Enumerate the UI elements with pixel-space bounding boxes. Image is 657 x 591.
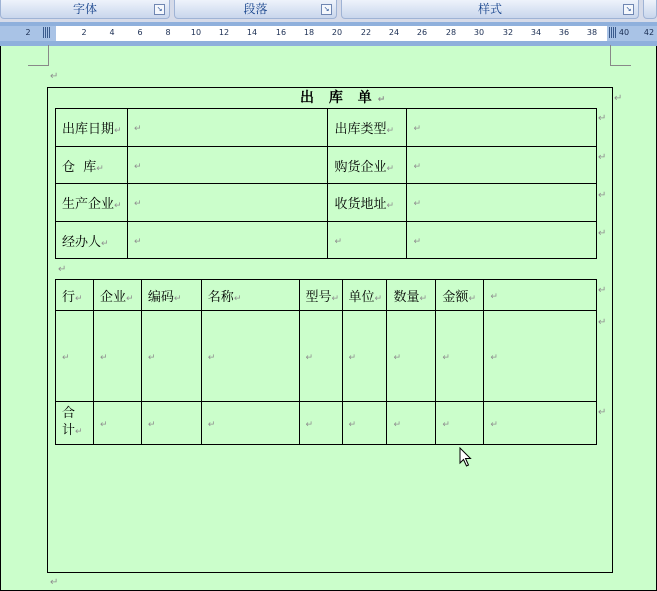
paragraph-mark-icon: ↵ <box>598 407 607 418</box>
header-info-table <box>55 108 597 259</box>
paragraph-mark-icon: ↵ <box>62 352 70 363</box>
paragraph-mark-icon: ↵ <box>598 317 607 328</box>
column-header-label: 企业 <box>99 289 126 305</box>
page-margin-corner-left <box>28 45 49 66</box>
document-title[interactable] <box>300 89 390 109</box>
items-table <box>55 279 597 445</box>
paragraph-mark-icon: ↵ <box>58 264 67 275</box>
paragraph-mark-icon: ↵ <box>207 419 216 430</box>
ruler-tick-label: 2 <box>81 28 87 37</box>
empty-field[interactable] <box>407 222 597 259</box>
paragraph-mark-icon: ↵ <box>114 126 122 136</box>
column-header-label: 行 <box>62 289 76 305</box>
ruler-tick-label: 38 <box>586 28 598 37</box>
mouse-pointer-icon <box>459 447 473 468</box>
column-header-label: 金额 <box>442 289 469 305</box>
ruler-tick-label: 16 <box>275 28 287 37</box>
ribbon-group-font[interactable] <box>0 0 170 19</box>
paragraph-mark-icon: ↵ <box>598 190 607 201</box>
column-header-label: 名称 <box>207 289 234 305</box>
ruler-tick-label: 8 <box>165 28 171 37</box>
column-header-label: 型号 <box>305 289 332 305</box>
outbound-date-field[interactable] <box>127 109 328 147</box>
paragraph-mark-icon: ↵ <box>147 419 156 430</box>
paragraph-mark-icon: ↵ <box>598 113 607 124</box>
paragraph-mark-icon: ↵ <box>413 124 421 134</box>
paragraph-mark-icon: ↵ <box>386 163 395 174</box>
table-row <box>56 222 597 259</box>
paragraph-mark-icon: ↵ <box>598 228 607 239</box>
label-outbound-date: 出库日期 <box>62 122 115 137</box>
paragraph-mark-icon: ↵ <box>334 236 343 247</box>
label-cell[interactable] <box>328 147 407 184</box>
table-cell[interactable] <box>436 311 484 402</box>
paragraph-mark-icon: ↵ <box>393 419 402 430</box>
paragraph-mark-icon: ↵ <box>125 293 134 304</box>
column-header-label: 编码 <box>147 289 174 305</box>
label-manufacturer: 生产企业 <box>62 197 115 212</box>
paragraph-mark-icon: ↵ <box>413 199 421 209</box>
paragraph-mark-icon: ↵ <box>598 152 607 163</box>
column-header-extra[interactable] <box>484 280 597 311</box>
warehouse-field[interactable] <box>127 147 328 184</box>
ruler-tick-label: 18 <box>303 28 315 37</box>
horizontal-ruler[interactable] <box>0 22 657 46</box>
table-cell[interactable] <box>436 402 484 445</box>
paragraph-mark-icon: ↵ <box>114 201 122 211</box>
ribbon-group-paragraph[interactable] <box>174 0 337 19</box>
table-cell[interactable] <box>93 402 141 445</box>
paragraph-mark-icon: ↵ <box>50 577 59 588</box>
table-cell[interactable] <box>299 402 342 445</box>
ruler-left-indent-marker[interactable] <box>43 27 51 38</box>
column-header-unit[interactable] <box>342 280 387 311</box>
ruler-tick-label: 20 <box>331 28 343 37</box>
table-cell[interactable] <box>387 402 436 445</box>
ruler-tick-label: 42 <box>643 28 655 37</box>
items-total-row <box>56 402 597 445</box>
paragraph-mark-icon: ↵ <box>305 419 314 430</box>
page-margin-corner-right <box>610 45 631 66</box>
ribbon-group-bar <box>0 0 657 22</box>
table-cell[interactable] <box>484 311 597 402</box>
ribbon-group-styles[interactable] <box>341 0 639 19</box>
paragraph-mark-icon: ↵ <box>147 352 156 363</box>
paragraph-mark-icon: ↵ <box>490 352 498 363</box>
items-header-row <box>56 280 597 311</box>
ribbon-group-paragraph-label: 段落 <box>243 2 268 16</box>
paragraph-mark-icon: ↵ <box>386 126 395 136</box>
ruler-tick-label: 36 <box>558 28 570 37</box>
paragraph-mark-icon: ↵ <box>331 293 340 304</box>
paragraph-mark-icon: ↵ <box>413 236 421 247</box>
paragraph-mark-icon: ↵ <box>233 293 242 304</box>
paragraph-mark-icon: ↵ <box>490 291 498 302</box>
total-label-line1: 合 <box>62 406 76 421</box>
paragraph-mark-icon: ↵ <box>442 352 450 363</box>
table-row <box>56 184 597 222</box>
table-cell[interactable] <box>56 311 94 402</box>
paragraph-mark-icon: ↵ <box>386 201 395 211</box>
table-row <box>56 109 597 147</box>
total-label-line2: 计 <box>62 423 76 438</box>
table-cell[interactable] <box>484 402 597 445</box>
column-header-model[interactable] <box>299 280 342 311</box>
table-cell[interactable] <box>342 311 387 402</box>
paragraph-mark-icon: ↵ <box>133 199 142 209</box>
paragraph-mark-icon: ↵ <box>419 293 428 304</box>
ruler-tick-label: 2 <box>25 28 31 37</box>
total-label-cell[interactable] <box>56 402 94 445</box>
paragraph-mark-icon: ↵ <box>101 238 109 249</box>
outbound-type-field[interactable] <box>407 109 597 147</box>
label-outbound-type: 出库类型 <box>334 122 387 137</box>
column-header-label: 数量 <box>393 289 420 305</box>
table-cell[interactable] <box>141 311 201 402</box>
delivery-address-field[interactable] <box>407 184 597 222</box>
column-header-name[interactable] <box>201 280 299 311</box>
ruler-tick-label: 6 <box>137 28 143 37</box>
paragraph-mark-icon: ↵ <box>305 352 314 363</box>
ruler-tick-label: 40 <box>618 28 630 37</box>
ruler-tick-label: 32 <box>502 28 514 37</box>
paragraph-mark-icon: ↵ <box>468 293 476 304</box>
dialog-launcher-icon[interactable]: ↘ <box>321 4 332 15</box>
paragraph-mark-icon: ↵ <box>75 427 83 437</box>
label-cell[interactable] <box>56 184 128 222</box>
ruler-tick-label: 34 <box>530 28 542 37</box>
paragraph-mark-icon: ↵ <box>133 236 142 247</box>
ruler-tick-label: 26 <box>416 28 428 37</box>
paragraph-mark-icon: ↵ <box>348 419 357 430</box>
ribbon-group-edge <box>643 0 657 19</box>
paragraph-mark-icon: ↵ <box>348 352 357 363</box>
paragraph-mark-icon: ↵ <box>598 285 607 296</box>
items-data-row <box>56 311 597 402</box>
label-cell[interactable] <box>56 147 128 184</box>
paragraph-mark-icon: ↵ <box>374 293 383 304</box>
table-cell[interactable] <box>201 311 299 402</box>
ruler-right-indent-marker[interactable] <box>609 27 617 38</box>
table-cell[interactable] <box>141 402 201 445</box>
column-header-company[interactable] <box>93 280 141 311</box>
paragraph-mark-icon: ↵ <box>96 163 104 174</box>
column-header-quantity[interactable] <box>387 280 436 311</box>
label-warehouse: 仓 库 <box>62 159 97 175</box>
column-header-amount[interactable] <box>436 280 484 311</box>
ribbon-group-font-label: 字体 <box>72 2 97 16</box>
paragraph-mark-icon: ↵ <box>133 161 142 172</box>
column-header-code[interactable] <box>141 280 201 311</box>
label-cell[interactable] <box>56 222 128 259</box>
table-cell[interactable] <box>387 311 436 402</box>
ruler-tick-label: 10 <box>190 28 202 37</box>
ruler-tick-label: 24 <box>388 28 400 37</box>
paragraph-mark-icon: ↵ <box>75 293 83 304</box>
handler-field[interactable] <box>127 222 328 259</box>
paragraph-mark-icon: ↵ <box>393 352 402 363</box>
label-handler: 经办人 <box>62 234 102 250</box>
buyer-company-field[interactable] <box>407 147 597 184</box>
manufacturer-field[interactable] <box>127 184 328 222</box>
paragraph-mark-icon: ↵ <box>207 352 216 363</box>
ruler-tick-label: 28 <box>445 28 457 37</box>
table-row <box>56 147 597 184</box>
ruler-tick-label: 4 <box>109 28 115 37</box>
table-cell[interactable] <box>299 311 342 402</box>
paragraph-mark-icon: ↵ <box>133 124 142 134</box>
paragraph-mark-icon: ↵ <box>377 95 391 105</box>
ribbon-group-styles-label: 样式 <box>477 2 502 16</box>
dialog-launcher-icon[interactable]: ↘ <box>623 4 634 15</box>
paragraph-mark-icon: ↵ <box>173 293 182 304</box>
paragraph-mark-icon: ↵ <box>442 419 450 430</box>
empty-label-cell[interactable] <box>328 222 407 259</box>
document-title-text: 出 库 单 <box>300 90 377 106</box>
paragraph-mark-icon: ↵ <box>99 419 108 430</box>
paragraph-mark-icon: ↵ <box>614 93 623 104</box>
ruler-tick-label: 14 <box>246 28 258 37</box>
ruler-tick-label: 12 <box>218 28 230 37</box>
paragraph-mark-icon: ↵ <box>99 352 108 363</box>
table-cell[interactable] <box>201 402 299 445</box>
paragraph-mark-icon: ↵ <box>413 161 421 172</box>
label-cell[interactable] <box>328 184 407 222</box>
table-cell[interactable] <box>93 311 141 402</box>
label-delivery-address: 收货地址 <box>334 197 387 212</box>
column-header-label: 单位 <box>348 289 375 305</box>
label-buyer-company: 购货企业 <box>334 159 387 175</box>
paragraph-mark-icon: ↵ <box>490 419 498 430</box>
ruler-tick-label: 30 <box>473 28 485 37</box>
ruler-tick-label: 22 <box>360 28 372 37</box>
paragraph-mark-icon: ↵ <box>50 71 59 82</box>
table-cell[interactable] <box>342 402 387 445</box>
label-cell[interactable] <box>328 109 407 147</box>
label-cell[interactable] <box>56 109 128 147</box>
dialog-launcher-icon[interactable]: ↘ <box>154 4 165 15</box>
column-header-row-no[interactable] <box>56 280 94 311</box>
